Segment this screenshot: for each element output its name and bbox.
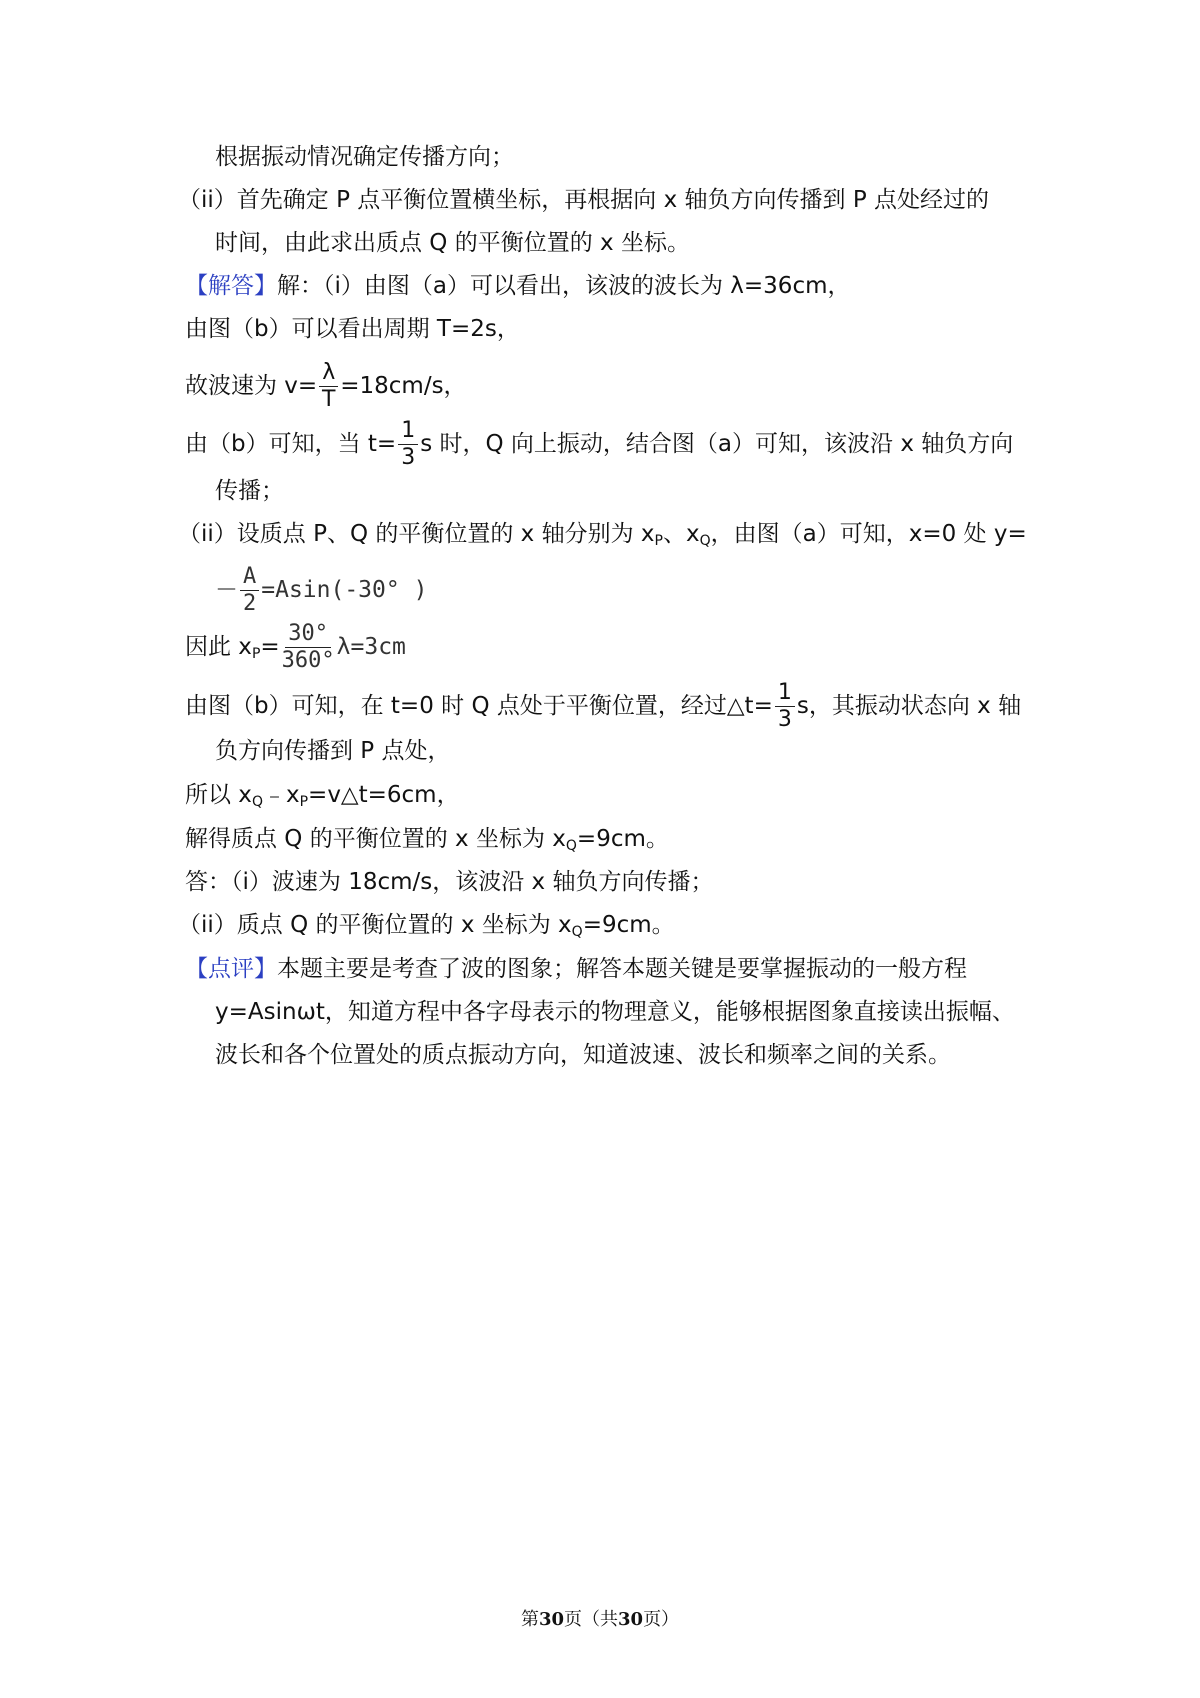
text-span: 解得质点 Q 的平衡位置的 x 坐标为 x (185, 826, 566, 852)
comment-tag: 【点评】 (185, 956, 277, 982)
text-line (178, 909, 675, 941)
fraction-numerator: 30° (285, 623, 331, 648)
text-line: （ii）首先确定 P 点平衡位置横坐标，再根据向 x 轴负方向传播到 P 点处经过的 (178, 187, 989, 213)
text-span: 所以 x (185, 782, 252, 808)
text-line: 传播； (215, 478, 284, 504)
text-span: － (215, 577, 238, 603)
page-number: 30 (538, 1609, 564, 1630)
formula-span: λ=3cm (336, 634, 406, 660)
formula-line (185, 623, 406, 672)
footer-text: 页） (643, 1609, 680, 1630)
text-span: =9cm。 (576, 826, 669, 852)
fraction-denominator: 3 (777, 707, 792, 732)
fraction-denominator: T (321, 387, 336, 412)
text-span: s，其振动状态向 x 轴 (796, 693, 1022, 719)
solution-line (185, 270, 851, 302)
text-span: 、x (662, 521, 700, 547)
subscript: Q (565, 838, 577, 854)
text-span: 本题主要是考查了波的图象；解答本题关键是要掌握振动的一般方程 (277, 956, 967, 982)
text-span: ﹣x (262, 782, 300, 808)
text-span: （ii）质点 Q 的平衡位置的 x 坐标为 x (178, 912, 572, 938)
comment-line (185, 953, 967, 985)
text-line: 答：（i）波速为 18cm/s，该波沿 x 轴负方向传播； (185, 869, 714, 895)
text-span: 解：（i）由图（a）可以看出，该波的波长为 λ=36cm， (277, 273, 851, 299)
fraction-one-third (398, 420, 418, 469)
subscript: P (654, 533, 663, 549)
text-span: =18cm/s， (340, 373, 467, 399)
page-footer (0, 1605, 1200, 1631)
formula-line (185, 420, 1013, 469)
fraction-numerator: A (240, 566, 259, 591)
fraction-numerator: 1 (775, 682, 795, 707)
fraction-denominator: 3 (401, 445, 416, 470)
text-line: 负方向传播到 P 点处， (215, 738, 451, 764)
text-line: 时间，由此求出质点 Q 的平衡位置的 x 坐标。 (215, 230, 690, 256)
fraction-lambda-over-t (319, 362, 338, 411)
subscript: Q (699, 533, 711, 549)
text-line: y=Asinωt，知道方程中各字母表示的物理意义，能够根据图象直接读出振幅、 (215, 999, 1015, 1025)
text-span: = (260, 634, 280, 660)
subscript: P (299, 794, 309, 810)
fraction-denominator: 360° (281, 648, 335, 673)
footer-text: 页（共 (564, 1609, 618, 1630)
text-line: 由图（b）可以看出周期 T=2s， (185, 316, 520, 342)
formula-line (215, 566, 427, 615)
subscript: P (251, 646, 261, 662)
text-span: （ii）设质点 P、Q 的平衡位置的 x 轴分别为 x (178, 521, 655, 547)
text-span: ，由图（a）可知，x=0 处 y= (710, 521, 1027, 547)
text-line (178, 518, 1027, 550)
solution-tag: 【解答】 (185, 273, 277, 299)
text-span: =v△t=6cm， (308, 782, 460, 808)
text-span: =9cm。 (582, 912, 675, 938)
text-line: 根据振动情况确定传播方向； (215, 144, 514, 170)
footer-text: 第 (520, 1609, 539, 1630)
page-total: 30 (618, 1609, 644, 1630)
text-line (185, 823, 669, 855)
formula-line (185, 682, 1021, 731)
text-line (185, 779, 460, 811)
text-span: s 时，Q 向上振动，结合图（a）可知，该波沿 x 轴负方向 (420, 431, 1014, 457)
fraction-numerator: 1 (398, 420, 418, 445)
fraction-one-third (775, 682, 795, 731)
formula-line (185, 362, 467, 411)
text-line: 波长和各个位置处的质点振动方向，知道波速、波长和频率之间的关系。 (215, 1042, 951, 1068)
text-span: 由图（b）可知，在 t=0 时 Q 点处于平衡位置，经过△t= (185, 693, 773, 719)
formula-span: =Asin(-30° ) (261, 577, 428, 603)
text-span: 由（b）可知，当 t= (185, 431, 397, 457)
subscript: Q (571, 924, 583, 940)
text-span: 故波速为 v= (185, 373, 318, 399)
subscript: Q (251, 794, 263, 810)
fraction-a-over-two (240, 566, 259, 615)
fraction-numerator: λ (319, 362, 338, 387)
fraction-denominator: 2 (243, 591, 257, 616)
fraction-30-over-360 (282, 623, 335, 672)
text-span: 因此 x (185, 634, 252, 660)
